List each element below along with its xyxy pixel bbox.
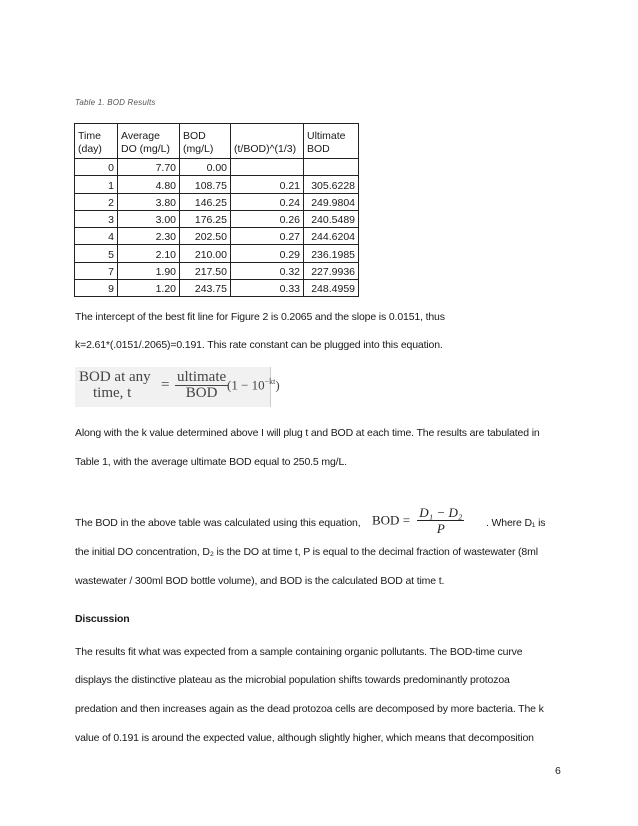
table-cell: 227.9936	[304, 262, 359, 279]
discussion-line-4: value of 0.191 is around the expected value, although slightly higher, which means that decomposition	[75, 732, 534, 744]
table-cell: 0.00	[180, 159, 231, 176]
table-cell: 7.70	[118, 159, 180, 176]
paragraph-average-ultimate: Table 1, with the average ultimate BOD equal to 250.5 mg/L.	[75, 456, 347, 468]
header-bod: BOD (mg/L)	[180, 124, 231, 159]
eq2-lhs: BOD =	[372, 512, 411, 528]
table-cell: 236.1985	[304, 245, 359, 262]
equation-factor: $(1 - 10^{-kt})$	[227, 377, 280, 393]
table-row	[75, 176, 359, 193]
table-cell: 0.26	[231, 210, 304, 227]
table-cell: 5	[75, 245, 118, 262]
table-cell: 243.75	[180, 280, 231, 297]
table-row	[75, 245, 359, 262]
table-cell: 0.21	[231, 176, 304, 193]
table-cell: 244.6204	[304, 228, 359, 245]
table-cell: 305.6228	[304, 176, 359, 193]
table-header-row	[75, 124, 359, 159]
table-cell: 146.25	[180, 193, 231, 210]
table-cell: 0.24	[231, 193, 304, 210]
table-row	[75, 262, 359, 279]
paragraph-initial-do: the initial DO concentration, D₂ is the DO at time t, P is equal to the decimal fraction of wastewater (8ml	[75, 546, 538, 558]
header-time: Time (day)	[75, 124, 118, 159]
table-row	[75, 193, 359, 210]
table-cell: 0.29	[231, 245, 304, 262]
table-cell: 2	[75, 193, 118, 210]
header-average-do: Average DO (mg/L)	[118, 124, 180, 159]
equation-denominator: BOD	[185, 385, 218, 401]
page-number: 6	[555, 765, 561, 777]
table-cell: 3.00	[118, 210, 180, 227]
equation-numerator: ultimate	[177, 369, 227, 385]
equation-lhs-line2: time, t	[93, 385, 132, 401]
table-cell: 2.10	[118, 245, 180, 262]
table-cell: 0.27	[231, 228, 304, 245]
table-cell: 9	[75, 280, 118, 297]
table-cell: 1	[75, 176, 118, 193]
paragraph-rate-constant: k=2.61*(.0151/.2065)=0.191. This rate constant can be plugged into this equation.	[75, 339, 443, 351]
discussion-line-2: displays the distinctive plateau as the microbial population shifts towards predominantly protozoa	[75, 674, 510, 686]
table-row	[75, 159, 359, 176]
table-cell: 0.33	[231, 280, 304, 297]
table-cell: 4.80	[118, 176, 180, 193]
table-cell: 0.32	[231, 262, 304, 279]
table-cell: 1.90	[118, 262, 180, 279]
paragraph-wastewater: wastewater / 300ml BOD bottle volume), and BOD is the calculated BOD at time t.	[75, 575, 445, 587]
paragraph-bod-calc-tail: . Where D₁ is	[486, 517, 546, 529]
table-cell: 217.50	[180, 262, 231, 279]
table-row	[75, 228, 359, 245]
equation-fraction	[175, 370, 228, 401]
eq2-fraction	[417, 505, 464, 536]
table-cell: 2.30	[118, 228, 180, 245]
eq2-numerator: D₁ − D₂	[419, 505, 463, 520]
bod-results-table	[74, 123, 359, 297]
table-cell: 7	[75, 262, 118, 279]
bod-equation-image	[75, 367, 280, 407]
table-cell: 248.4959	[304, 280, 359, 297]
table-cell	[231, 159, 304, 176]
header-t-bod: (t/BOD)^(1/3)	[231, 124, 304, 159]
discussion-heading: Discussion	[75, 613, 130, 625]
table-cell: 0	[75, 159, 118, 176]
discussion-line-3: predation and then increases again as the dead protozoa cells are decomposed by more bacteria. The k	[75, 703, 544, 715]
paragraph-intercept: The intercept of the best fit line for Figure 2 is 0.2065 and the slope is 0.0151, thus	[75, 311, 445, 323]
table-cell: 4	[75, 228, 118, 245]
table-caption: Table 1. BOD Results	[75, 98, 156, 107]
table-row	[75, 210, 359, 227]
eq2-denominator: P	[436, 521, 445, 536]
discussion-line-1: The results fit what was expected from a sample containing organic pollutants. The BOD-time curve	[75, 646, 523, 658]
table-cell: 202.50	[180, 228, 231, 245]
table-cell	[304, 159, 359, 176]
equation-lhs	[79, 369, 151, 401]
paragraph-bod-calc: The BOD in the above table was calculated using this equation,	[75, 517, 361, 529]
table-cell: 1.20	[118, 280, 180, 297]
paragraph-plug-values: Along with the k value determined above I will plug t and BOD at each time. The results are tabulated in	[75, 427, 540, 439]
header-ultimate-bod: Ultimate BOD	[304, 124, 359, 159]
equation-lhs-line1: BOD at any	[79, 369, 151, 385]
table-cell: 249.9804	[304, 193, 359, 210]
bod-dilution-equation	[372, 505, 464, 536]
table-cell: 108.75	[180, 176, 231, 193]
equation-equals: =	[161, 377, 170, 393]
table-cell: 3.80	[118, 193, 180, 210]
table-row	[75, 280, 359, 297]
table-cell: 210.00	[180, 245, 231, 262]
table-cell: 176.25	[180, 210, 231, 227]
table-cell: 3	[75, 210, 118, 227]
table-cell: 240.5489	[304, 210, 359, 227]
